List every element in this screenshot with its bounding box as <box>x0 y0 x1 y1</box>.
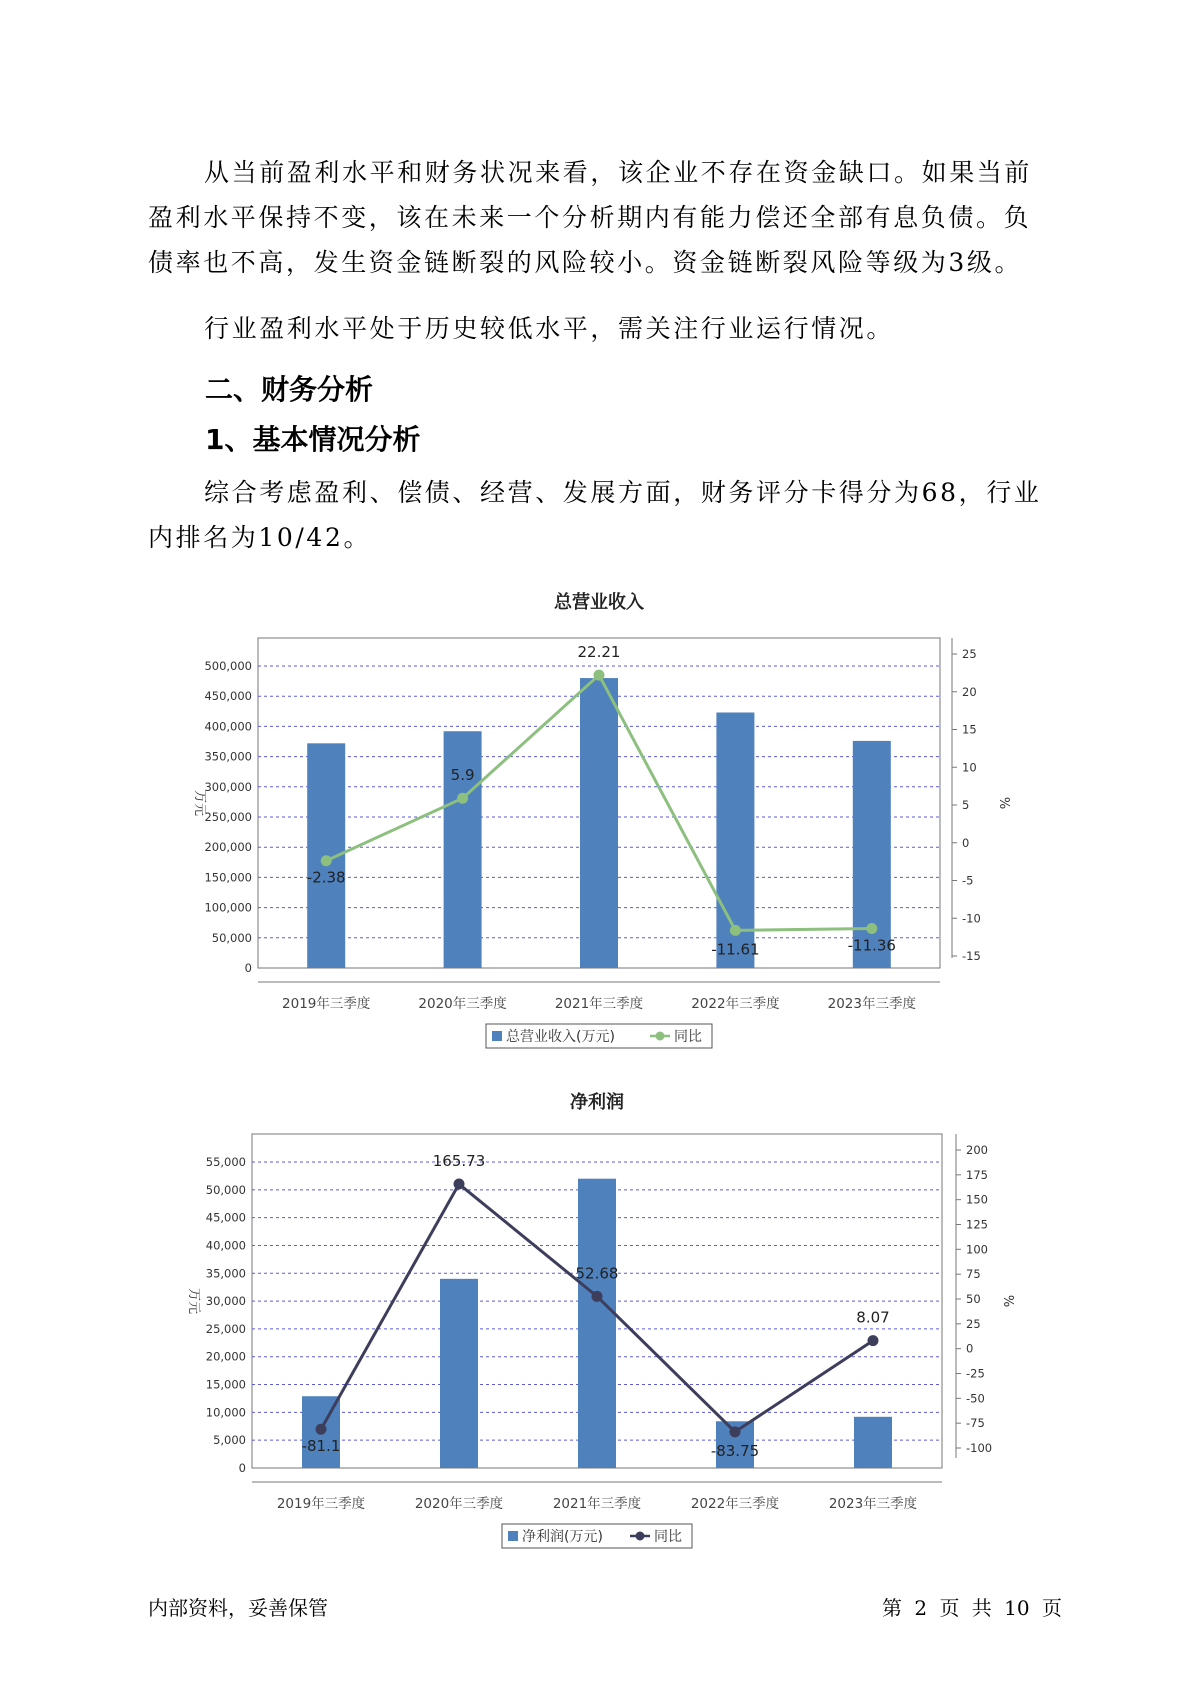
bar <box>580 678 618 968</box>
y2-tick-label: 100 <box>966 1242 988 1257</box>
y2-tick-label: -50 <box>966 1391 985 1406</box>
y2-tick-label: 175 <box>966 1167 988 1182</box>
y2-tick-label: 10 <box>962 760 977 775</box>
bar <box>854 1417 892 1468</box>
y-axis-label: 万元 <box>192 789 207 817</box>
x-tick-label: 2019年三季度 <box>282 996 371 1012</box>
y-tick-label: 5,000 <box>213 1433 246 1448</box>
yoy-data-label: 5.9 <box>450 766 475 785</box>
y-tick-label: 45,000 <box>205 1210 246 1225</box>
y-tick-label: 300,000 <box>204 779 252 794</box>
x-tick-label: 2020年三季度 <box>418 996 507 1012</box>
y2-tick-label: 200 <box>966 1143 988 1157</box>
yoy-data-label: -11.61 <box>711 940 760 959</box>
yoy-data-label: -11.36 <box>847 936 896 955</box>
yoy-point <box>868 1335 879 1346</box>
yoy-data-label: -83.75 <box>710 1441 760 1460</box>
x-tick-label: 2023年三季度 <box>827 996 916 1012</box>
x-tick-label: 2021年三季度 <box>552 1496 642 1512</box>
y-tick-label: 400,000 <box>204 719 252 734</box>
yoy-point <box>866 923 877 934</box>
chart-title: 净利润 <box>570 1092 624 1113</box>
y-tick-label: 150,000 <box>204 870 252 885</box>
y-tick-label: 55,000 <box>205 1155 246 1169</box>
y2-tick-label: 50 <box>966 1292 981 1306</box>
y2-tick-label: -15 <box>962 949 981 963</box>
section-heading-financial-analysis: 二、财务分析 <box>205 373 374 406</box>
yoy-data-label: 22.21 <box>577 643 621 662</box>
revenue-chart-svg <box>0 590 1191 1050</box>
x-tick-label: 2023年三季度 <box>828 1496 918 1512</box>
yoy-point <box>321 855 332 866</box>
y2-axis-label: % <box>996 796 1011 810</box>
paragraph-industry: 行业盈利水平处于历史较低水平，需关注行业运行情况。 <box>204 314 895 343</box>
y2-tick-label: 150 <box>966 1192 988 1207</box>
x-tick-label: 2022年三季度 <box>691 996 780 1012</box>
y2-tick-label: 20 <box>962 684 977 699</box>
y-axis-label: 万元 <box>186 1287 201 1315</box>
footer-confidential-note: 内部资料，妥善保管 <box>148 1596 328 1620</box>
paragraph-scorecard: 综合考虑盈利、偿债、经营、发展方面，财务评分卡得分为68，行业内排名为10/42。 <box>148 478 1042 552</box>
x-tick-label: 2021年三季度 <box>554 996 644 1012</box>
y-tick-label: 500,000 <box>204 659 252 673</box>
net-profit-chart <box>0 1090 1191 1550</box>
y2-axis-label: % <box>1000 1294 1015 1308</box>
y-tick-label: 450,000 <box>204 689 252 704</box>
x-tick-label: 2022年三季度 <box>690 1496 780 1512</box>
y2-tick-label: 75 <box>966 1267 981 1282</box>
subsection-heading-basic-analysis: 1、基本情况分析 <box>205 423 421 456</box>
y2-tick-label: 5 <box>962 798 970 812</box>
y-tick-label: 100,000 <box>204 900 252 915</box>
y-tick-label: 50,000 <box>205 1182 246 1197</box>
paragraph-funding-risk: 从当前盈利水平和财务状况来看，该企业不存在资金缺口。如果当前盈利水平保持不变，该在未来一个分析期内有能力偿还全部有息负债。负债率也不高，发生资金链断裂的风险较小。资金链断裂风险等级为3级。 <box>148 158 1033 277</box>
y-tick-label: 250,000 <box>204 810 252 824</box>
yoy-point <box>316 1424 327 1435</box>
y-tick-label: 10,000 <box>205 1405 246 1420</box>
chart-title: 总营业收入 <box>554 592 644 613</box>
legend-line-marker <box>636 1532 645 1541</box>
y-tick-label: 35,000 <box>205 1266 246 1281</box>
yoy-data-label: -2.38 <box>306 868 346 887</box>
y-tick-label: 15,000 <box>205 1377 246 1392</box>
chart-legend <box>502 1524 692 1548</box>
y-tick-label: 350,000 <box>204 749 252 764</box>
legend-line-label: 同比 <box>674 1029 702 1045</box>
bar <box>440 1279 478 1468</box>
y2-tick-label: -5 <box>962 873 974 888</box>
net-profit-chart-svg <box>0 1090 1191 1550</box>
y2-tick-label: 0 <box>962 835 970 850</box>
y-tick-label: 30,000 <box>205 1294 246 1309</box>
revenue-chart <box>0 590 1191 1050</box>
yoy-point <box>454 1179 465 1190</box>
footer-page-number: 第 2 页 共 10 页 <box>882 1596 1062 1620</box>
y2-tick-label: 25 <box>962 647 977 661</box>
legend-line-marker <box>656 1032 665 1041</box>
legend-line-label: 同比 <box>654 1529 682 1545</box>
chart-legend <box>486 1024 712 1048</box>
y-tick-label: 0 <box>244 961 252 975</box>
y-tick-label: 20,000 <box>205 1349 246 1364</box>
y2-tick-label: 25 <box>966 1316 981 1331</box>
yoy-point <box>592 1291 603 1302</box>
y-tick-label: 25,000 <box>205 1321 246 1336</box>
y2-tick-label: 0 <box>966 1341 974 1356</box>
yoy-point <box>594 670 605 681</box>
legend-bar-label: 总营业收入(万元) <box>506 1029 615 1045</box>
yoy-point <box>457 793 468 804</box>
y-tick-label: 50,000 <box>211 930 252 945</box>
legend-bar-swatch <box>492 1031 502 1041</box>
y-tick-label: 40,000 <box>205 1238 246 1253</box>
y2-tick-label: -75 <box>966 1416 985 1431</box>
y2-tick-label: 15 <box>962 722 977 737</box>
y-tick-label: 0 <box>238 1461 246 1475</box>
legend-bar-swatch <box>508 1531 518 1541</box>
yoy-data-label: -81.1 <box>301 1437 341 1456</box>
y2-tick-label: -25 <box>966 1366 985 1381</box>
yoy-point <box>730 1426 741 1437</box>
y2-tick-label: -100 <box>966 1441 993 1455</box>
x-tick-label: 2020年三季度 <box>414 1496 504 1512</box>
y2-tick-label: 125 <box>966 1217 988 1232</box>
y-tick-label: 200,000 <box>204 840 252 855</box>
y2-tick-label: -10 <box>962 911 981 926</box>
yoy-data-label: 8.07 <box>856 1308 890 1327</box>
yoy-data-label: 165.73 <box>432 1152 486 1171</box>
bar <box>578 1179 616 1468</box>
yoy-point <box>730 925 741 936</box>
x-tick-label: 2019年三季度 <box>276 1496 366 1512</box>
legend-bar-label: 净利润(万元) <box>522 1529 603 1545</box>
yoy-data-label: 52.68 <box>575 1264 619 1283</box>
